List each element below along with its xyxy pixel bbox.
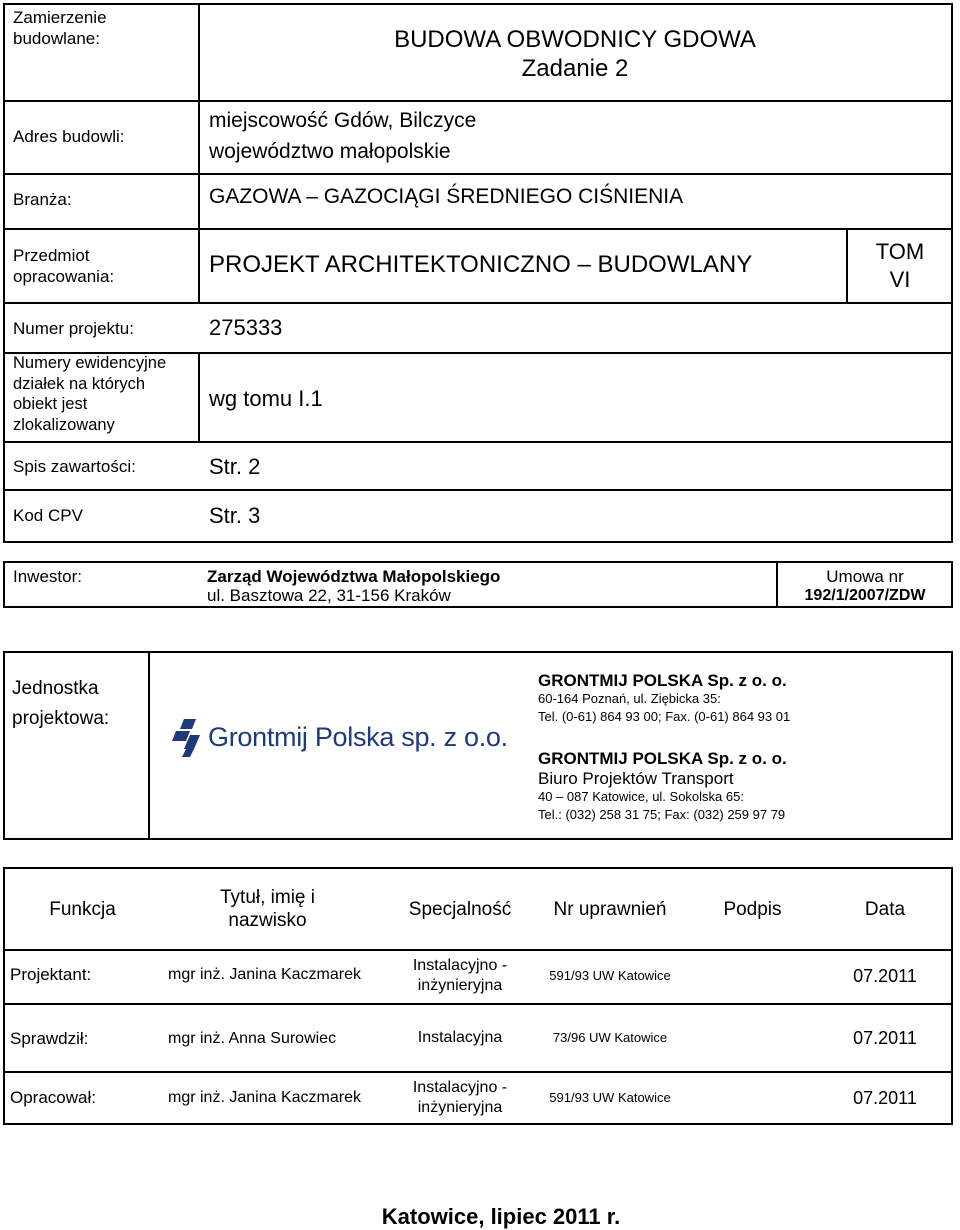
adres-label: Adres budowli: — [13, 127, 125, 146]
divider — [198, 352, 200, 441]
row1-specjalnosc: Instalacyjno - inżynieryjna — [412, 957, 508, 994]
dzialki-value: wg tomu I.1 — [209, 386, 323, 411]
spis-label: Spis zawartości: — [13, 457, 136, 476]
header-osoba: Tytuł, imię i nazwisko — [219, 887, 316, 931]
designer-label-line1: Jednostka — [12, 678, 99, 699]
divider — [148, 651, 150, 840]
row2-data: 07.2011 — [853, 1027, 917, 1048]
investor-address: ul. Basztowa 22, 31-156 Kraków — [207, 586, 451, 605]
company2-phone: Tel.: (032) 258 31 75; Fax: (032) 259 97 79 — [538, 807, 786, 822]
row2-funkcja: Sprawdził: — [10, 1029, 89, 1048]
company1-name: GRONTMIJ POLSKA Sp. z o. o. — [538, 671, 787, 690]
header-podpis: Podpis — [723, 898, 782, 920]
row1-uprawnienia: 591/93 UW Katowice — [549, 968, 671, 983]
divider — [3, 228, 953, 230]
row1-podpis — [685, 951, 820, 1001]
row3-uprawnienia: 591/93 UW Katowice — [549, 1090, 671, 1105]
header-uprawnienia: Nr uprawnień — [553, 898, 667, 920]
tom-line2: VI — [889, 267, 911, 292]
company2-address: 40 – 087 Katowice, ul. Sokolska 65: — [538, 789, 744, 804]
grontmij-logo-text: Grontmij Polska sp. z o.o. — [208, 722, 508, 752]
divider — [3, 441, 953, 443]
tom-line1: TOM — [875, 239, 925, 264]
divider — [3, 302, 953, 304]
footer-place-date: Katowice, lipiec 2011 r. — [381, 1204, 621, 1229]
company2-name: GRONTMIJ POLSKA Sp. z o. o. — [538, 749, 787, 768]
investor-label: Inwestor: — [13, 567, 82, 586]
company2-office: Biuro Projektów Transport — [538, 769, 734, 788]
spis-value: Str. 2 — [209, 454, 261, 479]
row3-funkcja: Opracował: — [10, 1088, 96, 1107]
row2-specjalnosc: Instalacyjna — [417, 1029, 503, 1046]
header-specjalnosc: Specjalność — [408, 898, 512, 920]
investor-name: Zarząd Województwa Małopolskiego — [207, 567, 501, 586]
umowa-value: 192/1/2007/ZDW — [804, 587, 926, 604]
row3-podpis — [685, 1073, 820, 1123]
adres-line1: miejscowość Gdów, Bilczyce — [209, 109, 477, 132]
header-funkcja: Funkcja — [49, 898, 116, 920]
row3-osoba: mgr inż. Janina Kaczmarek — [168, 1089, 361, 1106]
company1-address: 60-164 Poznań, ul. Ziębicka 35: — [538, 691, 721, 706]
row2-uprawnienia: 73/96 UW Katowice — [552, 1030, 668, 1045]
divider — [3, 173, 953, 175]
grontmij-logo-mark — [172, 715, 204, 757]
company1-phone: Tel. (0-61) 864 93 00; Fax. (0-61) 864 93 01 — [538, 709, 791, 724]
dzialki-label: Numery ewidencyjne działek na których obiekt jest zlokalizowany — [13, 354, 167, 434]
divider — [3, 489, 953, 491]
przedmiot-value: PROJEKT ARCHITEKTONICZNO – BUDOWLANY — [209, 251, 753, 278]
branza-value: GAZOWA – GAZOCIĄGI ŚREDNIEGO CIŚNIENIA — [209, 185, 684, 208]
row2-osoba: mgr inż. Anna Surowiec — [168, 1030, 337, 1047]
designer-label-line2: projektowa: — [12, 708, 110, 729]
grontmij-logo — [172, 715, 508, 759]
row3-specjalnosc: Instalacyjno - inżynieryjna — [412, 1079, 508, 1116]
header-data: Data — [864, 898, 906, 920]
row1-osoba: mgr inż. Janina Kaczmarek — [168, 966, 361, 983]
row1-data: 07.2011 — [853, 965, 917, 986]
przedmiot-label: Przedmiot opracowania: — [13, 246, 115, 286]
cpv-label: Kod CPV — [13, 506, 83, 525]
project-title-line1: BUDOWA OBWODNICY GDOWA — [394, 26, 756, 53]
numer-label: Numer projektu: — [13, 319, 134, 338]
umowa-label: Umowa nr — [826, 567, 904, 586]
row3-data: 07.2011 — [853, 1087, 917, 1108]
branza-label: Branża: — [13, 190, 72, 209]
numer-value: 275333 — [209, 315, 283, 340]
row2-podpis — [685, 1005, 820, 1071]
project-title-line2: Zadanie 2 — [521, 55, 629, 82]
cpv-value: Str. 3 — [209, 503, 261, 528]
adres-line2: województwo małopolskie — [209, 140, 451, 163]
zamierzenie-label: Zamierzenie budowlane: — [13, 8, 107, 48]
divider — [3, 100, 953, 102]
row1-funkcja: Projektant: — [10, 965, 92, 984]
